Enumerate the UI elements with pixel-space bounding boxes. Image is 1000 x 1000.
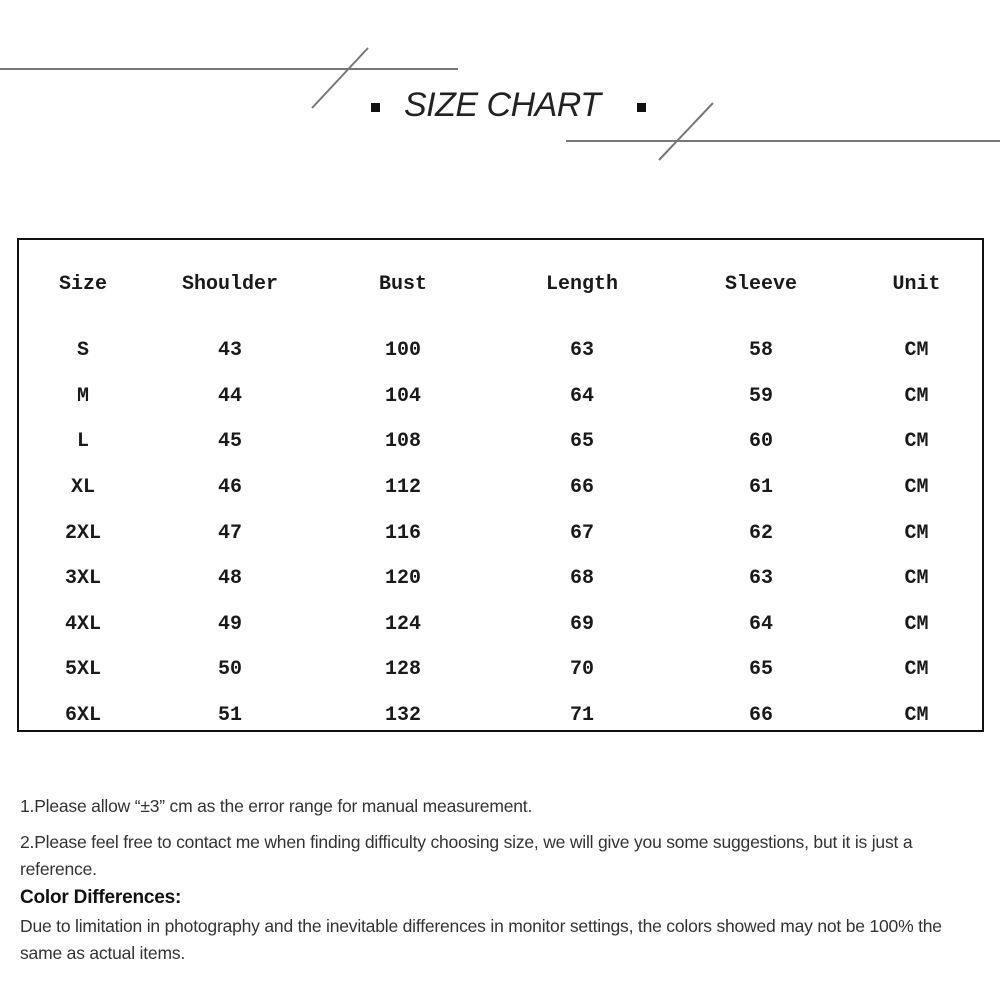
table-cell: 124 xyxy=(384,612,421,636)
column-header: Size xyxy=(58,272,107,296)
table-cell: 3XL xyxy=(64,567,101,591)
table-cell: 66 xyxy=(569,476,594,500)
table-cell: CM xyxy=(904,521,929,545)
table-cell: S xyxy=(76,339,89,363)
table-cell: 51 xyxy=(217,704,242,728)
table-cell: 100 xyxy=(384,339,421,363)
column-header: Bust xyxy=(378,272,427,296)
table-cell: 47 xyxy=(217,521,242,545)
table-cell: CM xyxy=(904,658,929,682)
table-cell: 63 xyxy=(569,339,594,363)
table-cell: 65 xyxy=(569,430,594,454)
table-row xyxy=(19,419,982,465)
table-cell: 45 xyxy=(217,430,242,454)
note-measurement: 1.Please allow “±3” cm as the error range for manual measurement. xyxy=(20,796,533,816)
color-differences-text: Due to limitation in photography and the inevitable differences in monitor settings, the colors showed may not be 100% the same as actual items. xyxy=(20,916,942,963)
table-header-row xyxy=(19,240,982,328)
size-table-frame xyxy=(17,238,984,732)
table-cell: 128 xyxy=(384,658,421,682)
table-row xyxy=(19,374,982,420)
table-cell: 120 xyxy=(384,567,421,591)
table-cell: 71 xyxy=(569,704,594,728)
table-cell: 64 xyxy=(569,384,594,408)
table-cell: L xyxy=(76,430,89,454)
table-cell: 60 xyxy=(748,430,773,454)
table-cell: 44 xyxy=(217,384,242,408)
table-row xyxy=(19,556,982,602)
table-cell: CM xyxy=(904,704,929,728)
table-row xyxy=(19,510,982,556)
table-cell: 59 xyxy=(748,384,773,408)
table-cell: CM xyxy=(904,384,929,408)
table-cell: 62 xyxy=(748,521,773,545)
table-cell: 64 xyxy=(748,612,773,636)
column-header: Shoulder xyxy=(181,272,278,296)
column-header: Sleeve xyxy=(724,272,797,296)
page-title: SIZE CHART xyxy=(404,86,601,124)
notes-section xyxy=(20,793,985,967)
table-cell: 46 xyxy=(217,476,242,500)
table-cell: 50 xyxy=(217,658,242,682)
table-cell: CM xyxy=(904,567,929,591)
table-cell: 67 xyxy=(569,521,594,545)
table-cell: 70 xyxy=(569,658,594,682)
table-cell: M xyxy=(76,384,89,408)
table-cell: 4XL xyxy=(64,612,101,636)
column-header: Length xyxy=(545,272,618,296)
table-cell: 65 xyxy=(748,658,773,682)
table-cell: CM xyxy=(904,430,929,454)
table-cell: 43 xyxy=(217,339,242,363)
table-cell: 49 xyxy=(217,612,242,636)
table-cell: 104 xyxy=(384,384,421,408)
table-cell: 112 xyxy=(384,476,421,500)
table-cell: 48 xyxy=(217,567,242,591)
color-differences-heading: Color Differences: xyxy=(20,887,182,908)
table-cell: 61 xyxy=(748,476,773,500)
table-cell: 116 xyxy=(384,521,421,545)
table-cell: 132 xyxy=(384,704,421,728)
table-cell: 63 xyxy=(748,567,773,591)
table-cell: 69 xyxy=(569,612,594,636)
table-row xyxy=(19,602,982,648)
table-body xyxy=(19,328,982,738)
table-cell: 108 xyxy=(384,430,421,454)
bullet-square-icon xyxy=(371,103,380,112)
table-cell: CM xyxy=(904,612,929,636)
table-cell: 68 xyxy=(569,567,594,591)
table-cell: 2XL xyxy=(64,521,101,545)
table-cell: XL xyxy=(70,476,95,500)
table-cell: 5XL xyxy=(64,658,101,682)
table-cell: CM xyxy=(904,476,929,500)
table-cell: 58 xyxy=(748,339,773,363)
table-row xyxy=(19,647,982,693)
table-cell: CM xyxy=(904,339,929,363)
column-header: Unit xyxy=(892,272,941,296)
table-cell: 6XL xyxy=(64,704,101,728)
table-row xyxy=(19,465,982,511)
table-row xyxy=(19,328,982,374)
bullet-square-icon xyxy=(637,103,646,112)
table-cell: 66 xyxy=(748,704,773,728)
size-table xyxy=(19,240,982,738)
note-contact: 2.Please feel free to contact me when finding difficulty choosing size, we will give you some suggestions, but it is just a reference. xyxy=(20,832,913,879)
table-row xyxy=(19,693,982,739)
title-block xyxy=(0,84,1000,134)
